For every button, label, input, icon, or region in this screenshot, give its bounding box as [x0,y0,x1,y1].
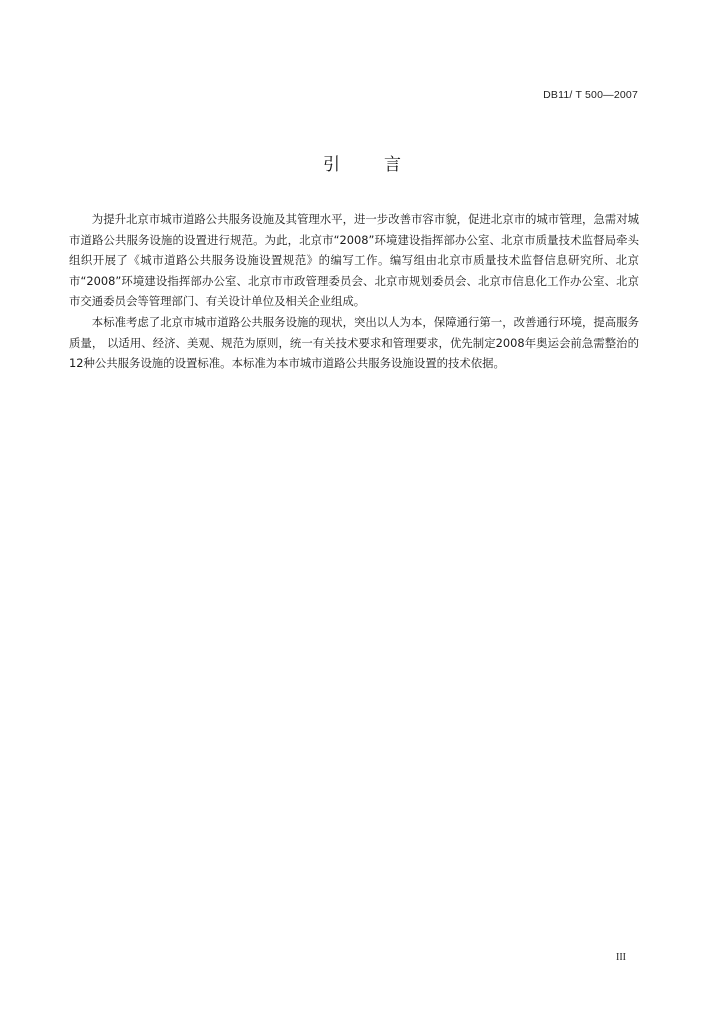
document-standard-code: DB11/ T 500—2007 [543,89,638,101]
paragraph-2: 本标准考虑了北京市城市道路公共服务设施的现状，突出以人为本，保障通行第一，改善通行环境，提高服务质量， 以适用、经济、美观、规范为原则，统一有关技术要求和管理要求，优先制定2008年奥运会前急需整治的12种公共服务设施的设置标准。本标准为本市城市道路公共服务设施设置的技术依据。 [69,314,639,371]
paragraph-1: 为提升北京市城市道路公共服务设施及其管理水平，进一步改善市容市貌，促进北京市的城市管理，急需对城市道路公共服务设施的设置进行规范。为此，北京市“2008”环境建设指挥部办公室、北京市质量技术监督局牵头组织开展了《城市道路公共服务设施设置规范》的编写工作。编写组由北京市质量技术监督信息研究所、北京市“2008”环境建设指挥部办公室、北京市市政管理委员会、北京市规划委员会、北京市信息化工作办公室、北京市交通委员会等管理部门、有关设计单位及相关企业组成。 [69,212,639,309]
page-title: 引言 [323,155,445,175]
page-number: III [616,952,626,963]
document-body [69,209,639,374]
